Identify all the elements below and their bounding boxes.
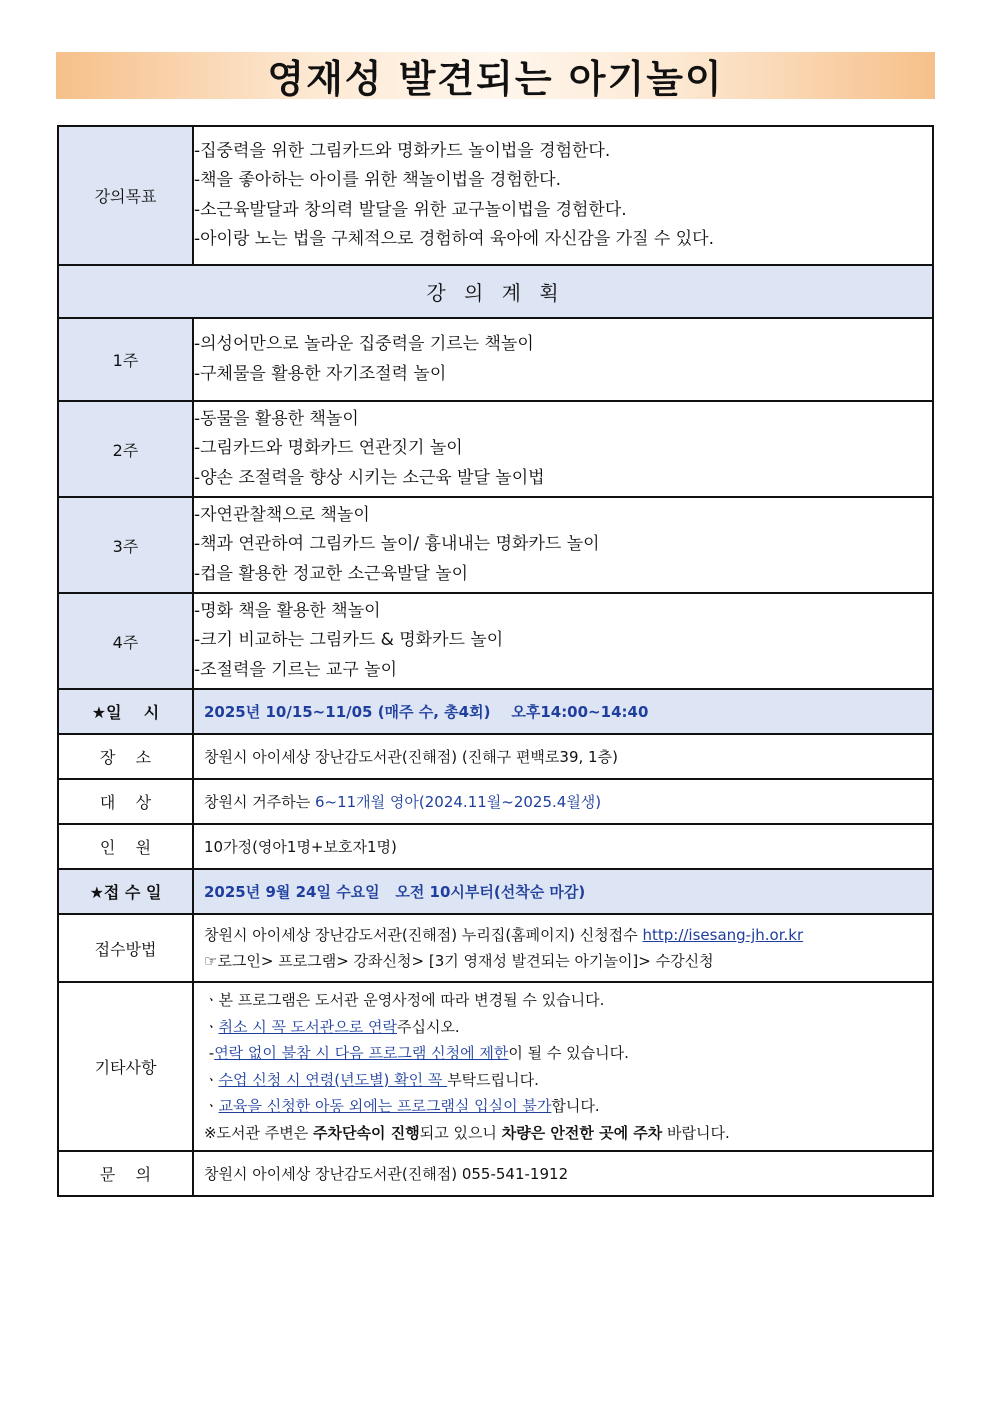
method-steps: ☞로그인> 프로그램> 강좌신청> [3기 영재성 발견되는 아기놀이]> 수강신청 <box>204 952 714 970</box>
week-line: -동물을 활용한 책놀이 <box>194 408 359 429</box>
week-line: -명화 책을 활용한 책놀이 <box>194 600 381 621</box>
week-line: -구체물을 활용한 자기조절력 놀이 <box>194 363 447 384</box>
capacity-value: 10가정(영아1명+보호자1명) <box>193 824 933 869</box>
reception-value: 2025년 9월 24일 수요일 오전 10시부터(선착순 마감) <box>193 869 933 914</box>
goal-line: -집중력을 위한 그림카드와 명화카드 놀이법을 경험한다. <box>194 140 611 161</box>
schedule-label: ★일 시 <box>58 689 193 734</box>
week-line: -그림카드와 명화카드 연관짓기 놀이 <box>194 438 463 459</box>
week-content <box>193 593 933 689</box>
note-text: 바랍니다. <box>662 1123 730 1142</box>
goal-label: 강의목표 <box>58 126 193 265</box>
week-row-4 <box>58 593 933 689</box>
week-line: -양손 조절력을 향상 시키는 소근육 발달 놀이법 <box>194 467 545 488</box>
goal-line: -소근육발달과 창의력 발달을 위한 교구놀이법을 경험한다. <box>194 199 627 220</box>
target-prefix: 창원시 거주하는 <box>204 792 315 811</box>
program-table <box>57 125 934 1197</box>
week-row-3 <box>58 497 933 593</box>
week-line: -조절력을 기르는 교구 놀이 <box>194 659 397 680</box>
week-line: -책과 연관하여 그림카드 놀이/ 흉내내는 명화카드 놀이 <box>194 534 600 555</box>
target-label: 대 상 <box>58 779 193 824</box>
week-content <box>193 318 933 401</box>
note-bullet: - <box>204 1044 215 1062</box>
place-row <box>58 734 933 779</box>
note-line: ㆍ본 프로그램은 도서관 운영사정에 따라 변경될 수 있습니다. <box>204 991 605 1009</box>
capacity-label: 인 원 <box>58 824 193 869</box>
note-emphasis: 연락 없이 불참 시 다음 프로그램 신청에 제한 <box>214 1044 509 1062</box>
note-bold: 차량은 안전한 곳에 주차 <box>501 1123 663 1142</box>
week-row-2 <box>58 401 933 497</box>
place-label: 장 소 <box>58 734 193 779</box>
method-row <box>58 914 933 982</box>
week-label: 2주 <box>58 401 193 497</box>
plan-header: 강 의 계 획 <box>58 265 933 318</box>
contact-label: 문 의 <box>58 1151 193 1196</box>
note-text: 이 될 수 있습니다. <box>508 1044 629 1062</box>
note-line <box>204 1067 932 1094</box>
week-label: 1주 <box>58 318 193 401</box>
contact-row <box>58 1151 933 1196</box>
note-line <box>204 1120 932 1147</box>
note-bullet: ㆍ <box>204 1097 219 1115</box>
page-title: 영재성 발견되는 아기놀이 <box>267 57 724 101</box>
target-row <box>58 779 933 824</box>
week-line: -컵을 활용한 정교한 소근육발달 놀이 <box>194 563 469 584</box>
week-line: -의성어만으로 놀라운 집중력을 기르는 책놀이 <box>194 334 534 354</box>
plan-header-row <box>58 265 933 318</box>
method-content <box>193 914 933 982</box>
goal-line: -아이랑 노는 법을 구체적으로 경험하여 육아에 자신감을 가질 수 있다. <box>194 229 714 249</box>
goal-row <box>58 126 933 265</box>
schedule-value: 2025년 10/15~11/05 (매주 수, 총4회) 오후14:00~14:40 <box>193 689 933 734</box>
goal-line: -책을 좋아하는 아이를 위한 책놀이법을 경험한다. <box>194 170 561 190</box>
week-line: -크기 비교하는 그림카드 & 명화카드 놀이 <box>194 630 504 651</box>
capacity-row <box>58 824 933 869</box>
week-row-1 <box>58 318 933 401</box>
reception-label: ★접 수 일 <box>58 869 193 914</box>
place-value: 창원시 아이세상 장난감도서관(진해점) (진해구 편백로39, 1층) <box>193 734 933 779</box>
week-label: 3주 <box>58 497 193 593</box>
target-highlight: 6~11개월 영아(2024.11월~2025.4월생) <box>314 792 602 811</box>
note-bullet: ㆍ <box>204 1017 219 1036</box>
method-label: 접수방법 <box>58 914 193 982</box>
reception-row <box>58 869 933 914</box>
method-line <box>204 922 932 948</box>
week-content <box>193 401 933 497</box>
note-line <box>204 1040 932 1067</box>
method-prefix: 창원시 아이세상 장난감도서관(진해점) 누리집(홈페이지) 신청접수 <box>204 926 643 944</box>
note-emphasis: 수업 신청 시 연령(년도별) 확인 꼭 <box>218 1070 448 1089</box>
note-text: 주십시오. <box>396 1017 460 1036</box>
note-text: ※도서관 주변은 <box>204 1123 314 1142</box>
note-bold: 주차단속이 진행 <box>313 1123 420 1142</box>
note-line <box>204 1093 932 1120</box>
note-line <box>204 1014 932 1041</box>
notes-label: 기타사항 <box>58 982 193 1151</box>
week-line: -자연관찰책으로 책놀이 <box>194 504 370 525</box>
schedule-row <box>58 689 933 734</box>
note-text: 되고 있으니 <box>419 1123 502 1142</box>
note-text: 합니다. <box>551 1097 600 1115</box>
week-content <box>193 497 933 593</box>
note-emphasis: 취소 시 꼭 도서관으로 연락 <box>218 1017 397 1036</box>
week-label: 4주 <box>58 593 193 689</box>
target-value <box>193 779 933 824</box>
note-bullet: ㆍ <box>204 1070 219 1089</box>
note-emphasis: 교육을 신청한 아동 외에는 프로그램실 입실이 불가 <box>218 1097 552 1115</box>
title-banner <box>56 52 935 99</box>
notes-row <box>58 982 933 1151</box>
notes-content <box>193 982 933 1151</box>
homepage-link[interactable]: http://isesang-jh.or.kr <box>642 926 804 944</box>
goal-content <box>193 126 933 265</box>
contact-value: 창원시 아이세상 장난감도서관(진해점) 055-541-1912 <box>193 1151 933 1196</box>
note-text: 부탁드립니다. <box>447 1070 539 1089</box>
